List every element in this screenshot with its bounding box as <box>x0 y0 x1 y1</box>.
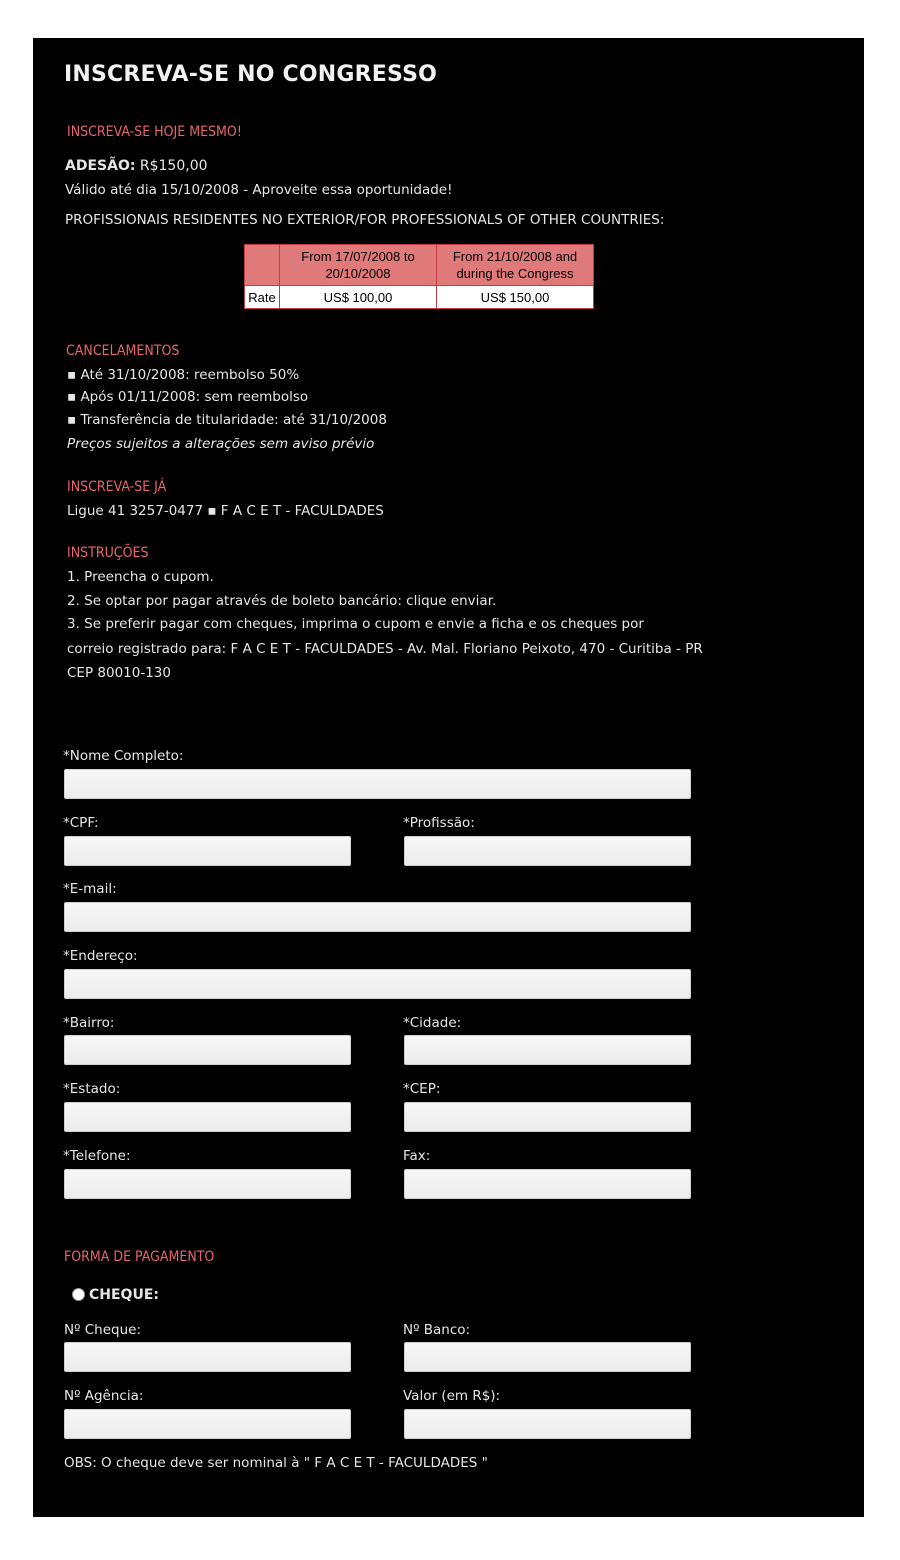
telefone-label: *Telefone: <box>63 1148 131 1164</box>
cancelamentos-item: ▪ Até 31/10/2008: reembolso 50% <box>67 367 300 383</box>
cancelamentos-item: ▪ Transferência de titularidade: até 31/10/2008 <box>67 412 387 428</box>
n-cheque-label: Nº Cheque: <box>64 1322 142 1338</box>
inscreva-heading: INSCREVA-SE JÁ <box>67 479 167 495</box>
adesao-line <box>65 158 208 174</box>
n-banco-input[interactable] <box>404 1342 691 1372</box>
instrucoes-heading: INSTRUÇÕES <box>67 545 149 561</box>
cheque-radio[interactable] <box>72 1288 85 1301</box>
rate-table-corner <box>245 245 280 286</box>
profissao-label: *Profissão: <box>403 815 475 831</box>
instrucoes-line: 2. Se optar por pagar através de boleto bancário: clique enviar. <box>67 593 497 609</box>
subscribe-today-heading: INSCREVA-SE HOJE MESMO! <box>67 124 242 140</box>
cheque-option-label: CHEQUE: <box>89 1287 159 1303</box>
nome-input[interactable] <box>64 769 691 799</box>
cpf-label: *CPF: <box>63 815 99 831</box>
nome-label: *Nome Completo: <box>63 748 184 764</box>
page-title: INSCREVA-SE NO CONGRESSO <box>64 62 438 87</box>
n-cheque-input[interactable] <box>64 1342 351 1372</box>
rate-table-header-period-1: From 17/07/2008 to 20/10/2008 <box>280 245 437 286</box>
cep-label: *CEP: <box>403 1081 441 1097</box>
n-agencia-label: Nº Agência: <box>64 1388 144 1404</box>
adesao-label: ADESÃO: <box>65 158 136 174</box>
profissao-input[interactable] <box>404 836 691 866</box>
cidade-label: *Cidade: <box>403 1015 462 1031</box>
valid-until-text: Válido até dia 15/10/2008 - Aproveite essa oportunidade! <box>65 182 453 198</box>
email-label: *E-mail: <box>63 881 117 897</box>
bairro-label: *Bairro: <box>63 1015 115 1031</box>
cidade-input[interactable] <box>404 1035 691 1065</box>
obs-text: OBS: O cheque deve ser nominal à " F A C E T - FACULDADES " <box>64 1455 488 1471</box>
cancelamentos-item: ▪ Após 01/11/2008: sem reembolso <box>67 389 309 405</box>
rate-table <box>244 244 594 309</box>
cep-input[interactable] <box>404 1102 691 1132</box>
rate-table-value-2: US$ 150,00 <box>437 286 594 309</box>
rate-table-row-label: Rate <box>245 286 280 309</box>
instrucoes-line: 1. Preencha o cupom. <box>67 569 214 585</box>
telefone-input[interactable] <box>64 1169 351 1199</box>
rate-table-header-period-2: From 21/10/2008 and during the Congress <box>437 245 594 286</box>
rate-table-value-1: US$ 100,00 <box>280 286 437 309</box>
fax-label: Fax: <box>403 1148 431 1164</box>
n-banco-label: Nº Banco: <box>403 1322 471 1338</box>
endereco-label: *Endereço: <box>63 948 138 964</box>
instrucoes-line: 3. Se preferir pagar com cheques, imprima o cupom e envie a ficha e os cheques por <box>67 616 644 632</box>
estado-label: *Estado: <box>63 1081 121 1097</box>
pagamento-heading: FORMA DE PAGAMENTO <box>64 1249 215 1265</box>
adesao-value: R$150,00 <box>139 158 208 174</box>
cancelamentos-heading: CANCELAMENTOS <box>66 343 180 359</box>
registration-panel <box>33 38 864 1517</box>
fax-input[interactable] <box>404 1169 691 1199</box>
email-input[interactable] <box>64 902 691 932</box>
estado-input[interactable] <box>64 1102 351 1132</box>
inscreva-phone-text: Ligue 41 3257-0477 ▪ F A C E T - FACULDADES <box>67 503 384 519</box>
endereco-input[interactable] <box>64 969 691 999</box>
bairro-input[interactable] <box>64 1035 351 1065</box>
instrucoes-line: correio registrado para: F A C E T - FACULDADES - Av. Mal. Floriano Peixoto, 470 - Curitiba - PR <box>67 641 703 657</box>
cpf-input[interactable] <box>64 836 351 866</box>
valor-label: Valor (em R$): <box>403 1388 501 1404</box>
n-agencia-input[interactable] <box>64 1409 351 1439</box>
valor-input[interactable] <box>404 1409 691 1439</box>
foreign-professionals-text: PROFISSIONAIS RESIDENTES NO EXTERIOR/FOR PROFESSIONALS OF OTHER COUNTRIES: <box>65 212 665 228</box>
cancelamentos-note: Preços sujeitos a alterações sem aviso prévio <box>67 436 375 452</box>
instrucoes-line: CEP 80010-130 <box>67 665 171 681</box>
